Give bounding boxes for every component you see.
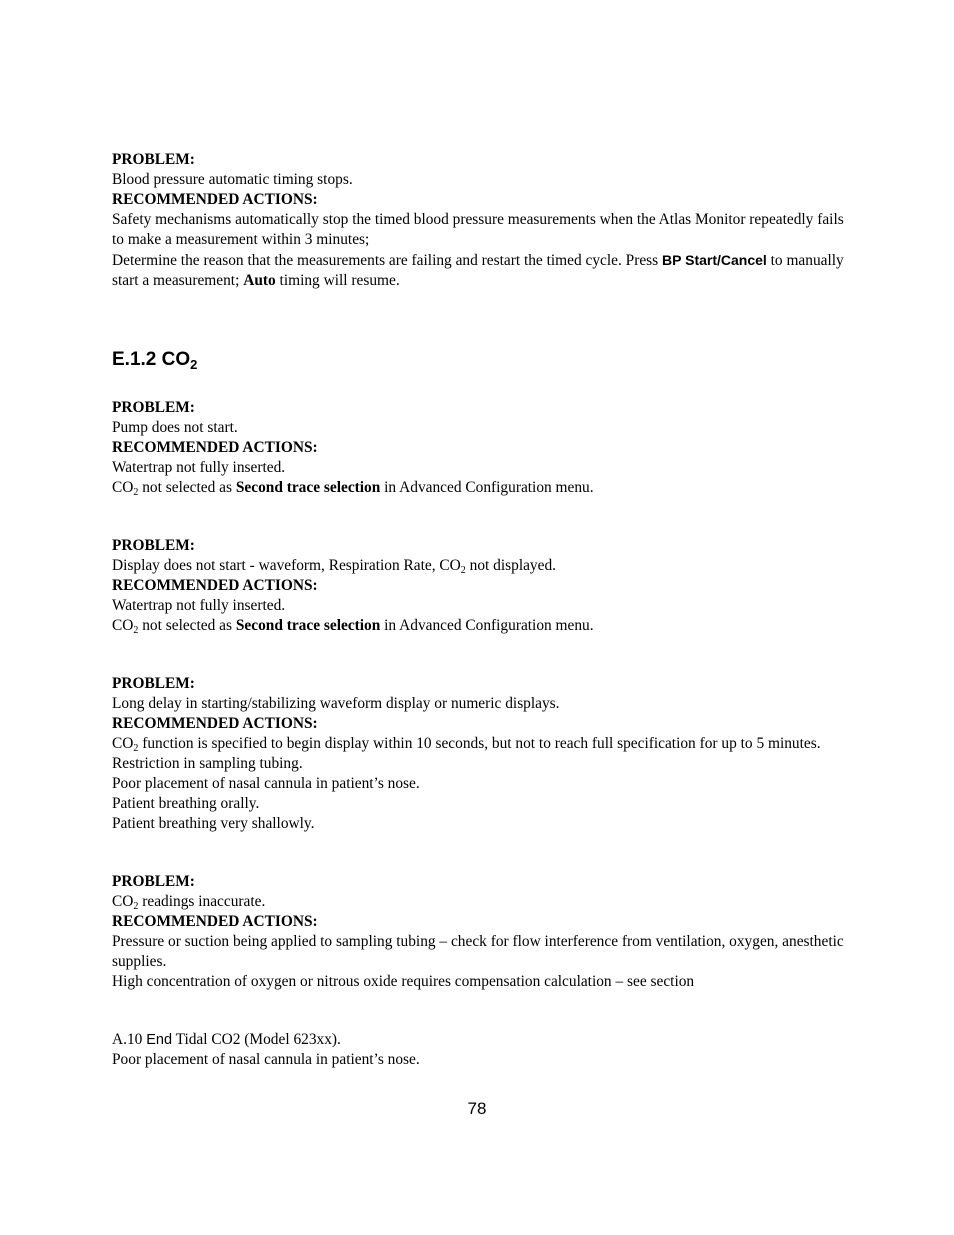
problem-text: Blood pressure automatic timing stops. <box>112 171 353 188</box>
text-run: not selected as <box>138 479 236 496</box>
problem-text <box>112 892 847 912</box>
actions-label: RECOMMENDED ACTIONS: <box>112 577 318 594</box>
problem-text: Pump does not start. <box>112 419 238 436</box>
problem-label: PROBLEM: <box>112 399 195 416</box>
problem-label: PROBLEM: <box>112 151 195 168</box>
text-run: CO <box>112 617 134 634</box>
problem-text <box>112 556 847 576</box>
text-run: timing will resume. <box>275 272 400 289</box>
action-text: Safety mechanisms automatically stop the timed blood pressure measurements when the Atlas Monitor repeatedly fails to make a measurement within 3 minutes; <box>112 211 844 248</box>
text-run: function is specified to begin display within 10 seconds, but not to reach full specification for up to 5 minutes. <box>138 735 821 752</box>
action-text: Restriction in sampling tubing. <box>112 755 303 772</box>
heading-subscript: 2 <box>190 357 198 372</box>
actions-label: RECOMMENDED ACTIONS: <box>112 439 318 456</box>
bp-start-cancel-key: BP Start/Cancel <box>662 252 767 268</box>
action-text: Watertrap not fully inserted. <box>112 459 286 476</box>
auto-keyword: Auto <box>243 272 276 289</box>
text-run: Display does not start - waveform, Respiration Rate, CO <box>112 557 461 574</box>
section-heading-co2 <box>112 348 847 372</box>
bold-term: Second trace selection <box>235 479 381 496</box>
text-run: Determine the reason that the measurements are failing and restart the timed cycle. Press <box>112 252 663 269</box>
text-run: Tidal CO2 (Model 623xx). <box>172 1031 341 1048</box>
text-run: End <box>146 1032 173 1048</box>
co2-problem-block-1 <box>112 398 847 498</box>
action-text <box>112 478 847 498</box>
page-number: 78 <box>467 1099 487 1118</box>
document-page <box>112 150 847 1070</box>
text-run: in Advanced Configuration menu. <box>380 479 594 496</box>
subscript: 2 <box>133 743 139 754</box>
text-run: not selected as <box>138 617 236 634</box>
actions-label: RECOMMENDED ACTIONS: <box>112 715 318 732</box>
actions-label: RECOMMENDED ACTIONS: <box>112 913 318 930</box>
problem-label: PROBLEM: <box>112 537 195 554</box>
action-text <box>112 734 847 754</box>
reference-line <box>112 1030 847 1050</box>
bp-problem-block <box>112 150 847 291</box>
text-run: CO <box>112 479 134 496</box>
text-run: to manually start a measurement; <box>112 252 844 289</box>
problem-text: Long delay in starting/stabilizing waveform display or numeric displays. <box>112 695 560 712</box>
text-run: CO <box>112 735 134 752</box>
reference-line: Poor placement of nasal cannula in patient’s nose. <box>112 1051 420 1068</box>
action-text: High concentration of oxygen or nitrous oxide requires compensation calculation – see section <box>112 973 695 990</box>
problem-label: PROBLEM: <box>112 873 195 890</box>
subscript: 2 <box>133 487 139 498</box>
action-text: Poor placement of nasal cannula in patient’s nose. <box>112 775 420 792</box>
subscript: 2 <box>133 901 139 912</box>
problem-label: PROBLEM: <box>112 675 195 692</box>
action-text: Pressure or suction being applied to sampling tubing – check for flow interference from ventilation, oxygen, anesthetic supplies. <box>112 933 844 970</box>
text-run: readings inaccurate. <box>138 893 266 910</box>
text-run: not displayed. <box>465 557 556 574</box>
actions-label: RECOMMENDED ACTIONS: <box>112 191 318 208</box>
section-reference <box>112 1030 847 1070</box>
text-run: CO <box>112 893 134 910</box>
subscript: 2 <box>460 565 466 576</box>
action-text <box>112 616 847 636</box>
action-text <box>112 250 847 291</box>
co2-problem-block-4 <box>112 872 847 992</box>
subscript: 2 <box>133 625 139 636</box>
text-run: in Advanced Configuration menu. <box>380 617 594 634</box>
co2-problem-block-3 <box>112 674 847 834</box>
action-text: Patient breathing very shallowly. <box>112 815 315 832</box>
heading-text: E.1.2 CO <box>112 349 191 370</box>
action-text: Watertrap not fully inserted. <box>112 597 286 614</box>
co2-problem-block-2 <box>112 536 847 636</box>
action-text: Patient breathing orally. <box>112 795 260 812</box>
bold-term: Second trace selection <box>235 617 381 634</box>
text-run: A.10 <box>112 1031 147 1048</box>
